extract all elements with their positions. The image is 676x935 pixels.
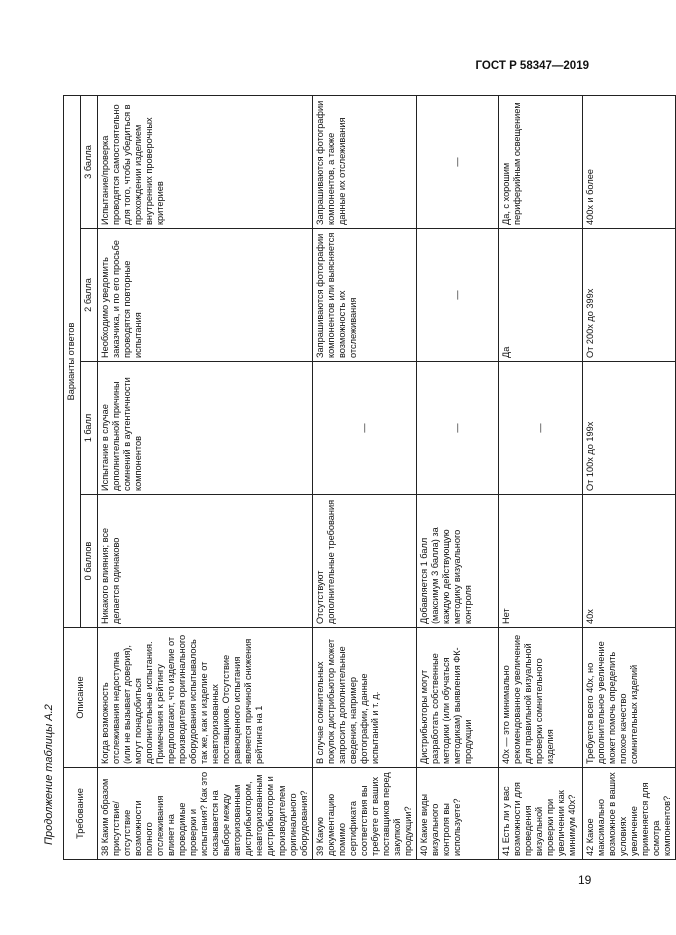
cell-requirement: 41 Есть ли у вас возможности для проведения визуальной проверки при увеличении как минимум 40x? [498,768,582,860]
cell-description: В случае сомнительных покупок дистрибьютор может запросить дополнительные сведения, например фотографии, данные испытаний и т. д. [312,628,416,768]
table-row [98,95,313,859]
cell-score-0: Никакого влияния; все делается одинаково [98,495,313,628]
cell-score-2: — [416,229,498,362]
cell-description: 40x — это минимально рекомендованное увеличение для правильной визуальной проверки сомнительного изделия [498,628,582,768]
cell-score-2: Запрашиваются фотографии компонентов или выясняется возможность их отслеживания [312,229,416,362]
header-description: Описание [64,628,98,768]
cell-score-1: — [312,362,416,495]
cell-score-2: Необходимо уведомить заказчика, и по его просьбе проводятся повторные испытания [98,229,313,362]
cell-requirement: 40 Какие виды визуального контроля вы используете? [416,768,498,860]
table-row [416,95,498,859]
cell-score-3: — [416,95,498,228]
header-score-3: 3 балла [81,95,98,228]
cell-score-2: Да [498,229,582,362]
header-requirement: Требование [64,768,98,860]
cell-score-1: От 100x до 199x [582,362,675,495]
table-row [312,95,416,859]
table-row [498,95,582,859]
rotated-table-wrapper [63,95,673,860]
cell-requirement: 38 Каким образом присутствие/отсутствие возможности полного отслеживания влияет на проводимые проверки и испытания? Как это сказывается на выборе между авторизованным дистрибьютором, неавторизованным дистрибьютором и производителем оригинального оборудования? [98,768,313,860]
cell-score-0: Нет [498,495,582,628]
requirements-table [63,95,676,860]
cell-requirement: 39 Какую документацию помимо сертификата соответствия вы требуете от ваших поставщиков перед закупкой продукции? [312,768,416,860]
header-score-1: 1 балл [81,362,98,495]
header-score-2: 2 балла [81,229,98,362]
document-code: ГОСТ Р 58347—2019 [475,60,589,72]
table-caption: Продолжение таблицы А.2 [43,704,55,845]
cell-score-2: От 200x до 399x [582,229,675,362]
cell-requirement: 42 Какое максимально возможное в ваших условиях увеличение применяется для осмотра компонентов? [582,768,675,860]
cell-score-3: Запрашиваются фотографии компонентов, а также данные их отслеживания [312,95,416,228]
cell-score-0: Отсутствуют дополнительные требования [312,495,416,628]
cell-score-1: — [416,362,498,495]
cell-description: Требуется всего 40x, но дополнительное увеличение может помочь определить плохое качество сомнительных изделий [582,628,675,768]
table-row [582,95,675,859]
cell-score-1: — [498,362,582,495]
page-number: 19 [578,873,592,887]
cell-description: Когда возможность отслеживания недоступна (или не вызывает доверия), могут понадобиться дополнительные испытания. Примечания к рейтингу предполагают, что изделие от производителя оригинального оборудования испытывалось так же, как и изделие от неавторизованных поставщиков. Отсутствие равноценного испытания является причиной снижения рейтинга на 1 [98,628,313,768]
header-score-0: 0 баллов [81,495,98,628]
cell-score-3: Да, с хорошим периферийным освещением [498,95,582,228]
cell-score-0: 40x [582,495,675,628]
cell-score-1: Испытание в случае дополнительной причины сомнений в аутентичности компонентов [98,362,313,495]
cell-score-3: 400x и более [582,95,675,228]
cell-description: Дистрибьюторы могут разработать собственные методики (или обучаться методикам) выявления ФК-продукции [416,628,498,768]
cell-score-0: Добавляется 1 балл (максимум 3 балла) за каждую действующую методику визуального контроля [416,495,498,628]
header-variants: Варианты ответов [64,95,81,627]
cell-score-3: Испытание/проверка проводятся самостоятельно для того, чтобы убедиться в прохождении изделием внутренних проверочных критериев [98,95,313,228]
